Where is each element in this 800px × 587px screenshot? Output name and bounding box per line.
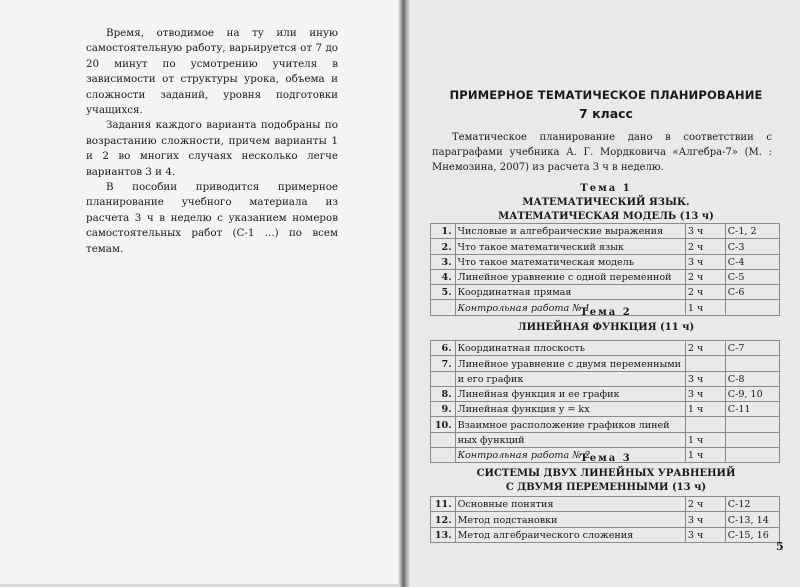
lesson-title: Контрольная работа № 2 bbox=[455, 448, 685, 463]
row-number: 6. bbox=[431, 341, 456, 356]
topic-label: Тема 1 bbox=[580, 183, 632, 194]
table-row bbox=[431, 285, 780, 300]
topic-table bbox=[430, 223, 780, 316]
row-number: 4. bbox=[431, 269, 456, 284]
row-number: 10. bbox=[431, 417, 456, 432]
lesson-title: Метод алгебраического сложения bbox=[455, 527, 685, 542]
row-number: 3. bbox=[431, 254, 456, 269]
topic-title bbox=[428, 467, 784, 495]
lesson-hours: 3 ч bbox=[685, 512, 725, 527]
lesson-title: Линейная функция и ее график bbox=[455, 386, 685, 401]
lesson-title: Линейная функция y = kx bbox=[455, 402, 685, 417]
work-code: С-3 bbox=[725, 239, 779, 254]
table-row bbox=[431, 356, 780, 371]
left-page bbox=[0, 0, 402, 584]
table-row bbox=[431, 371, 780, 386]
table-row bbox=[431, 497, 780, 512]
lesson-hours: 3 ч bbox=[685, 224, 725, 239]
topic-title-line: МАТЕМАТИЧЕСКАЯ МОДЕЛЬ (13 ч) bbox=[498, 211, 714, 222]
work-code: С-7 bbox=[725, 341, 779, 356]
lesson-hours: 1 ч bbox=[685, 448, 725, 463]
lesson-hours: 2 ч bbox=[685, 285, 725, 300]
lesson-hours: 2 ч bbox=[685, 269, 725, 284]
topic-table bbox=[430, 340, 780, 463]
table-row bbox=[431, 402, 780, 417]
lesson-title: Координатная прямая bbox=[455, 285, 685, 300]
table-row bbox=[431, 527, 780, 542]
row-number: 1. bbox=[431, 224, 456, 239]
table-row bbox=[431, 432, 780, 447]
work-code: С-8 bbox=[725, 371, 779, 386]
row-number bbox=[431, 432, 456, 447]
lesson-hours: 1 ч bbox=[685, 300, 725, 315]
lesson-title: Числовые и алгебраические выражения bbox=[455, 224, 685, 239]
topic-title bbox=[428, 196, 784, 224]
paragraph: Время, отводимое на ту или иную самостоятельную работу, варьируется от 7 до 20 минут по усмотрению учителя в зависимости от структуры урока, объема и сложности заданий, уровня подготовки учащихся. bbox=[86, 27, 338, 117]
work-code: С-1, 2 bbox=[725, 224, 779, 239]
lesson-title: Линейное уравнение с двумя переменными bbox=[455, 356, 685, 371]
lesson-title: Что такое математический язык bbox=[455, 239, 685, 254]
lesson-title: ных функций bbox=[455, 432, 685, 447]
lesson-hours: 2 ч bbox=[685, 341, 725, 356]
lesson-title: и его график bbox=[455, 371, 685, 386]
lesson-title: Основные понятия bbox=[455, 497, 685, 512]
intro-paragraph: Тематическое планирование дано в соответствии с параграфами учебника А. Г. Мордковича «Алгебра-7» (М. : Мнемозина, 2007) из расчета 3 ч в неделю. bbox=[432, 132, 772, 173]
lesson-title: Линейное уравнение с одной переменной bbox=[455, 269, 685, 284]
work-code: С-11 bbox=[725, 402, 779, 417]
row-number bbox=[431, 371, 456, 386]
intro-text bbox=[432, 130, 772, 175]
page-number: 5 bbox=[776, 540, 784, 553]
table-row bbox=[431, 269, 780, 284]
lesson-hours: 3 ч bbox=[685, 371, 725, 386]
work-code: С-9, 10 bbox=[725, 386, 779, 401]
work-code: С-12 bbox=[725, 497, 779, 512]
work-code: С-6 bbox=[725, 285, 779, 300]
work-code bbox=[725, 356, 779, 371]
row-number: 5. bbox=[431, 285, 456, 300]
work-code bbox=[725, 432, 779, 447]
page-title: ПРИМЕРНОЕ ТЕМАТИЧЕСКОЕ ПЛАНИРОВАНИЕ bbox=[449, 88, 763, 102]
lesson-title: Метод подстановки bbox=[455, 512, 685, 527]
left-page-text bbox=[86, 26, 338, 257]
lesson-hours: 2 ч bbox=[685, 239, 725, 254]
topic-title bbox=[428, 321, 784, 335]
work-code bbox=[725, 417, 779, 432]
grade-heading: 7 класс bbox=[579, 106, 633, 121]
topic-table bbox=[430, 496, 780, 543]
table-row bbox=[431, 386, 780, 401]
row-number: 8. bbox=[431, 386, 456, 401]
topic-label: Тема 3 bbox=[580, 453, 632, 464]
lesson-title: Что такое математическая модель bbox=[455, 254, 685, 269]
table-row bbox=[431, 417, 780, 432]
book-gutter bbox=[398, 0, 410, 587]
work-code: С-4 bbox=[725, 254, 779, 269]
table-row bbox=[431, 239, 780, 254]
lesson-hours: 3 ч bbox=[685, 386, 725, 401]
table-row bbox=[431, 254, 780, 269]
lesson-hours: 2 ч bbox=[685, 497, 725, 512]
paragraph: В пособии приводится примерное планирование учебного материала из расчета 3 ч в неделю с указанием номеров самостоятельных работ (С-1 ...) по всем темам. bbox=[86, 181, 338, 255]
table-row bbox=[431, 512, 780, 527]
topic-title-line: С ДВУМЯ ПЕРЕМЕННЫМИ (13 ч) bbox=[505, 482, 707, 493]
table-row bbox=[431, 341, 780, 356]
lesson-hours bbox=[685, 417, 725, 432]
lesson-hours: 3 ч bbox=[685, 527, 725, 542]
topic-title-line: МАТЕМАТИЧЕСКИЙ ЯЗЫК. bbox=[522, 197, 690, 208]
row-number: 2. bbox=[431, 239, 456, 254]
row-number: 11. bbox=[431, 497, 456, 512]
lesson-title: Координатная плоскость bbox=[455, 341, 685, 356]
lesson-title: Взаимное расположение графиков линей bbox=[455, 417, 685, 432]
lesson-hours bbox=[685, 356, 725, 371]
row-number: 13. bbox=[431, 527, 456, 542]
row-number: 12. bbox=[431, 512, 456, 527]
lesson-hours: 1 ч bbox=[685, 432, 725, 447]
work-code: С-13, 14 bbox=[725, 512, 779, 527]
topic-title-line: СИСТЕМЫ ДВУХ ЛИНЕЙНЫХ УРАВНЕНИЙ bbox=[476, 468, 736, 479]
lesson-hours: 3 ч bbox=[685, 254, 725, 269]
row-number: 9. bbox=[431, 402, 456, 417]
topic-title-line: ЛИНЕЙНАЯ ФУНКЦИЯ (11 ч) bbox=[517, 322, 695, 333]
lesson-hours: 1 ч bbox=[685, 402, 725, 417]
table-row bbox=[431, 224, 780, 239]
row-number: 7. bbox=[431, 356, 456, 371]
work-code: С-5 bbox=[725, 269, 779, 284]
work-code: С-15, 16 bbox=[725, 527, 779, 542]
paragraph: Задания каждого варианта подобраны по возрастанию сложности, причем варианты 1 и 2 во многих случаях несколько легче вариантов 3 и 4. bbox=[86, 119, 338, 178]
topic-label: Тема 2 bbox=[580, 307, 632, 318]
lesson-title: Контрольная работа № 1 bbox=[455, 300, 685, 315]
